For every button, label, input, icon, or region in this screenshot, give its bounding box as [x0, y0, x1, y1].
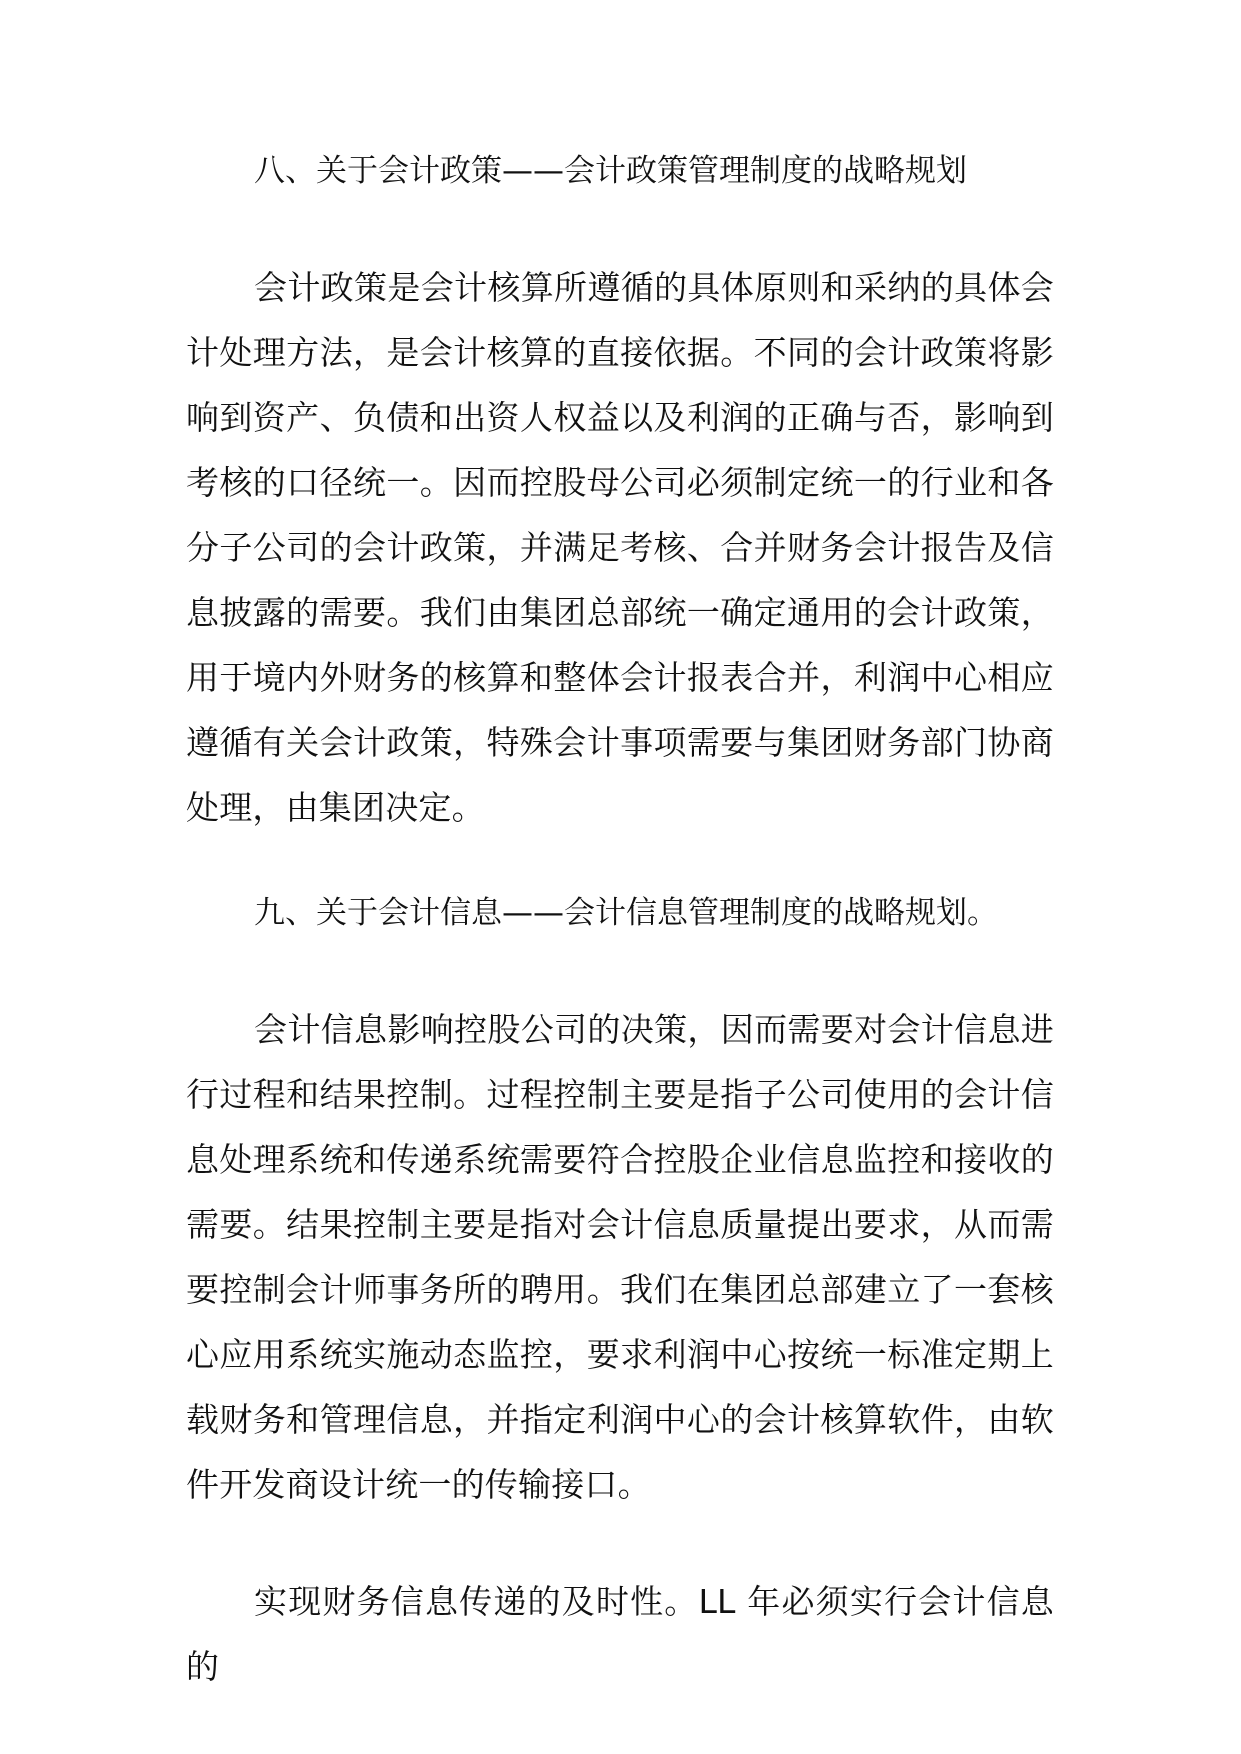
spacer — [186, 192, 1054, 255]
spacer — [186, 934, 1054, 997]
paragraph-timeliness: 实现财务信息传递的及时性。LL 年必须实行会计信息的 — [186, 1582, 1054, 1686]
section-heading-8: 八、关于会计政策——会计政策管理制度的战略规划 — [254, 153, 967, 189]
section-heading-9: 九、关于会计信息——会计信息管理制度的战略规划。 — [254, 895, 998, 931]
paragraph-accounting-policy: 会计政策是会计核算所遵循的具体原则和采纳的具体会计处理方法，是会计核算的直接依据。不同的会计政策将影响到资产、负债和出资人权益以及利润的正确与否，影响到考核的口径统一。因而控股母公司必须制定统一的行业和各分子公司的会计政策，并满足考核、合并财务会计报告及信息披露的需要。我们由集团总部统一确定通用的会计政策，用于境内外财务的核算和整体会计报表合并，利润中心相应遵循有关会计政策，特殊会计事项需要与集团财务部门协商处理，由集团决定。 — [186, 268, 1054, 827]
paragraph-accounting-information: 会计信息影响控股公司的决策，因而需要对会计信息进行过程和结果控制。过程控制主要是指子公司使用的会计信息处理系统和传递系统需要符合控股企业信息监控和接收的需要。结果控制主要是指对会计信息质量提出要求，从而需要控制会计师事务所的聘用。我们在集团总部建立了一套核心应用系统实施动态监控，要求利润中心按统一标准定期上载财务和管理信息，并指定利润中心的会计核算软件，由软件开发商设计统一的传输接口。 — [186, 1010, 1054, 1504]
spacer — [186, 1517, 1054, 1569]
spacer — [186, 840, 1054, 892]
document-body — [186, 150, 1054, 1699]
